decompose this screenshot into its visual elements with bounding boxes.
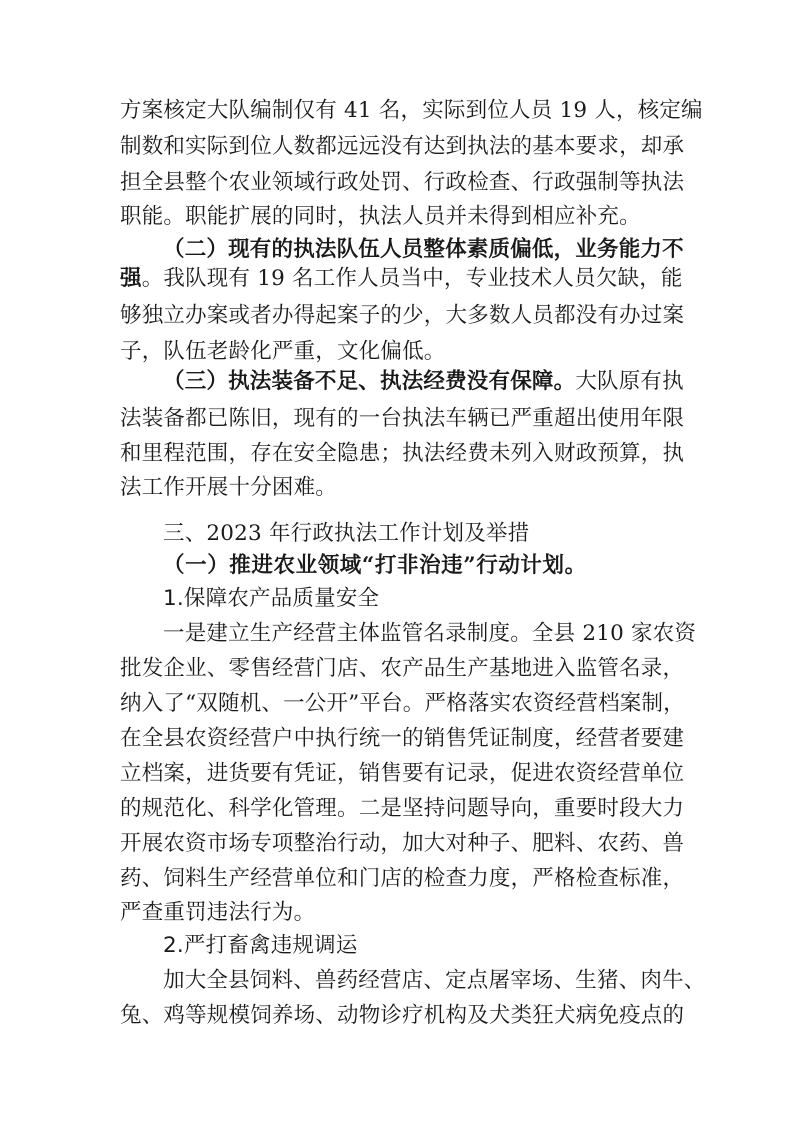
paragraph-line [163, 368, 684, 396]
item-heading-2: 2.严打畜禽违规调运 [163, 933, 358, 958]
paragraph-line: 药、饲料生产经营单位和门店的检查力度，严格检查标准， [120, 866, 685, 891]
paragraph-line: 在全县农资经营户中执行统一的销售凭证制度，经营者要建 [120, 726, 685, 751]
paragraph-line: 立档案，进货要有凭证，销售要有记录，促进农资经营单位 [120, 761, 685, 786]
paragraph-line: 制数和实际到位人数都远远没有达到执法的基本要求，却承 [120, 134, 685, 159]
paragraph-line: 加大全县饲料、兽药经营店、定点屠宰场、生猪、肉牛、 [163, 968, 706, 993]
subsection-heading-1: （一）推进农业领域“打非治违”行动计划。 [163, 553, 587, 578]
paragraph-line: 方案核定大队编制仅有 41 名，实际到位人员 19 人，核定编 [120, 98, 703, 123]
section-heading-3: （三）执法装备不足、执法经费没有保障。 [163, 369, 576, 394]
section-heading-2: （二）现有的执法队伍人员整体素质偏低，业务能力不 [163, 237, 684, 262]
paragraph-text: 。我队现有 19 名工作人员当中，专业技术人员欠缺，能 [141, 266, 683, 291]
section-heading-3-plan: 三、2023 年行政执法工作计划及举措 [163, 521, 530, 546]
paragraph-line: 严查重罚违法行为。 [120, 900, 316, 925]
paragraph-line: 兔、鸡等规模饲养场、动物诊疗机构及犬类狂犬病免疫点的 [120, 1003, 685, 1028]
paragraph-line: 和里程范围，存在安全隐患；执法经费未列入财政预算，执 [120, 441, 685, 466]
paragraph-line: 开展农资市场专项整治行动，加大对种子、肥料、农药、兽 [120, 831, 685, 856]
paragraph-line: 子，队伍老龄化严重，文化偏低。 [120, 339, 446, 364]
paragraph-line: 够独立办案或者办得起案子的少，大多数人员都没有办过案 [120, 303, 685, 328]
paragraph-line: 法工作开展十分困难。 [120, 475, 338, 500]
paragraph-line: 职能。职能扩展的同时，执法人员并未得到相应补充。 [120, 204, 641, 229]
paragraph-line: 批发企业、零售经营门店、农产品生产基地进入监管名录， [120, 656, 685, 681]
item-heading-1: 1.保障农产品质量安全 [163, 586, 380, 611]
paragraph-line: 纳入了“双随机、一公开”平台。严格落实农资经营档案制， [120, 691, 685, 716]
paragraph-text: 大队原有执 [575, 369, 684, 394]
section-heading-2-end: 强 [120, 266, 142, 291]
paragraph-line: 法装备都已陈旧，现有的一台执法车辆已严重超出使用年限 [120, 406, 685, 431]
paragraph-line: 一是建立生产经营主体监管名录制度。全县 210 家农资 [163, 621, 697, 646]
paragraph-line: 担全县整个农业领域行政处罚、行政检查、行政强制等执法 [120, 170, 685, 195]
paragraph-line: 的规范化、科学化管理。二是坚持问题导向，重要时段大力 [120, 796, 685, 821]
paragraph-line [120, 265, 683, 293]
